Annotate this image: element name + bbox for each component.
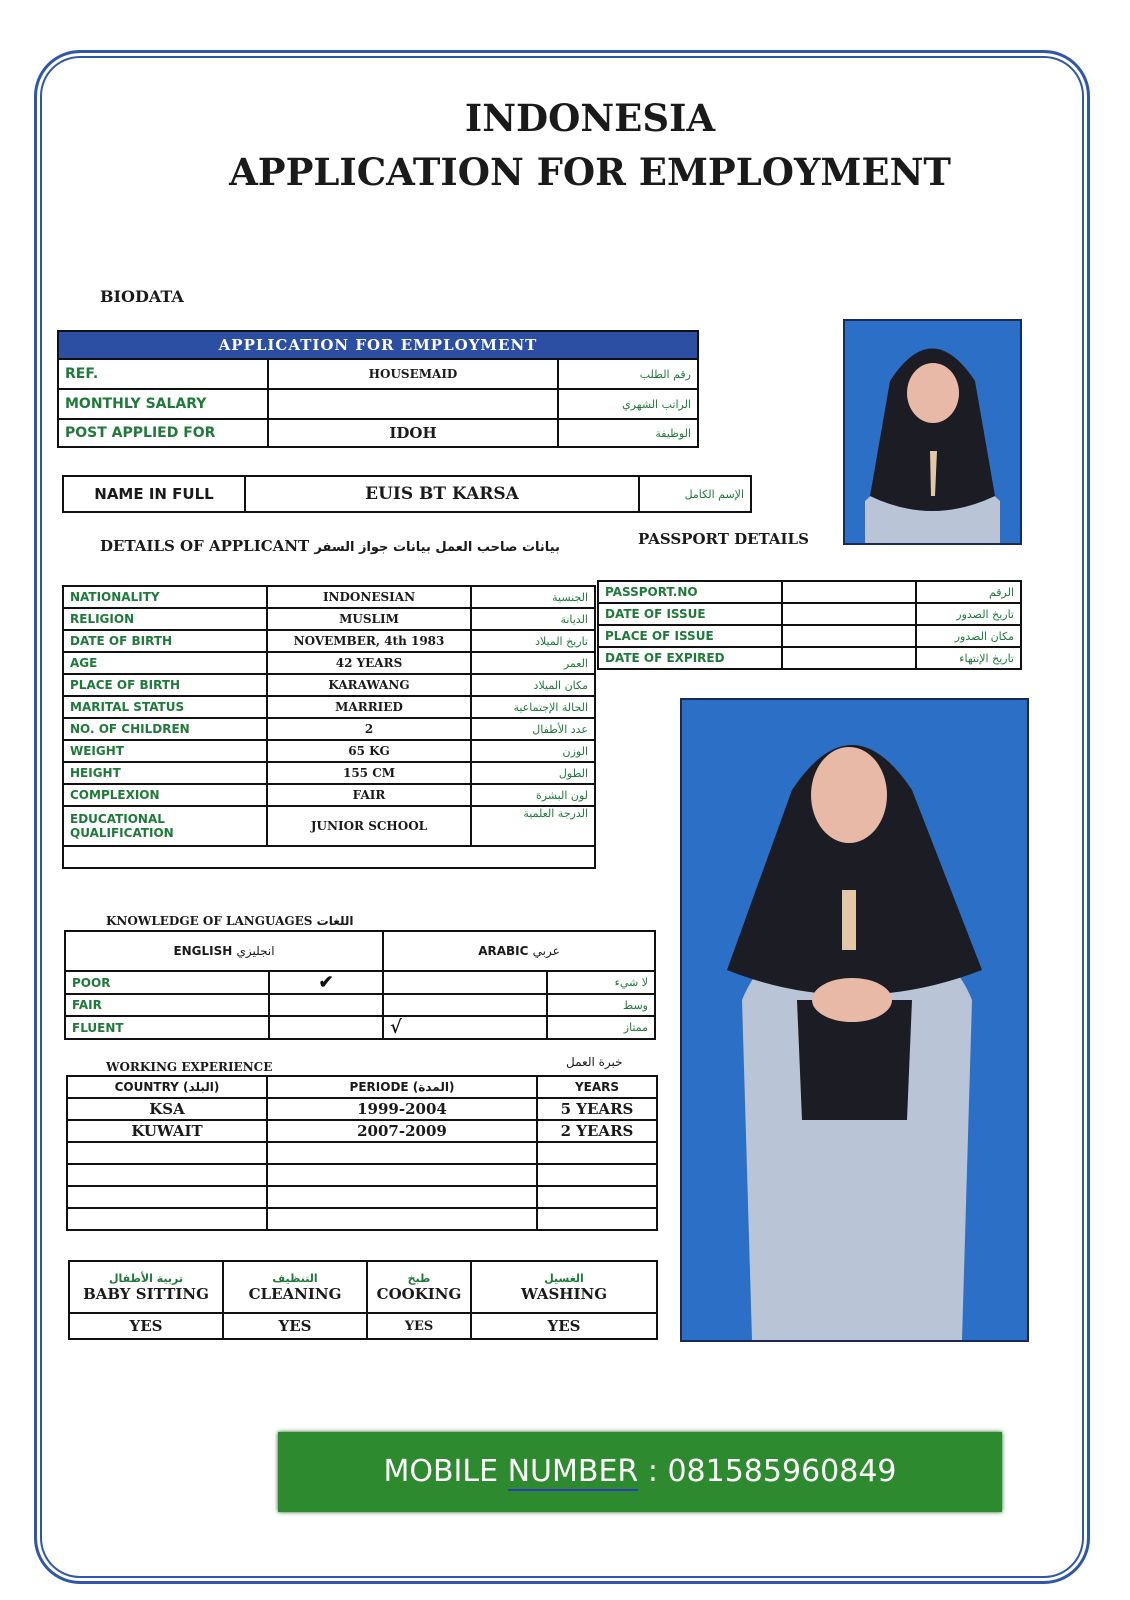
experience-table	[66, 1075, 658, 1231]
mobile-number-link: NUMBER	[507, 1454, 639, 1489]
tick-english-poor: ✔	[269, 971, 383, 994]
experience-label: WORKING EXPERIENCE	[106, 1060, 273, 1074]
applicant-photo-small	[843, 319, 1022, 545]
table-row: PASSPORT.NO الرقم	[598, 581, 1021, 603]
table-row: DATE OF EXPIRED تاريخ الإنتهاء	[598, 647, 1021, 669]
name-label: NAME IN FULL	[63, 476, 245, 512]
details-rows	[63, 586, 595, 868]
tick-arabic-fluent: √	[383, 1016, 547, 1039]
table-row: FLUENT √ ممتاز	[65, 1016, 655, 1039]
table-row: COUNTRY (البلد) PERIODE (المدة) YEARS	[67, 1076, 657, 1098]
applicant-photo-large	[680, 698, 1029, 1342]
table-row: DATE OF ISSUE تاريخ الصدور	[598, 603, 1021, 625]
table-row	[67, 1186, 657, 1208]
application-table	[57, 330, 699, 448]
table-row: NO. OF CHILDREN 2 عدد الأطفال	[63, 718, 595, 740]
table-row	[58, 359, 698, 389]
details-label: DETAILS OF APPLICANT بيانات صاحب العمل بيانات جواز السفر	[100, 537, 560, 555]
table-row: MARITAL STATUS MARRIED الحالة الإجتماعية	[63, 696, 595, 718]
table-row	[63, 846, 595, 868]
languages-label: KNOWLEDGE OF LANGUAGES اللغات	[106, 914, 354, 928]
lang-arabic-header: ARABIC عربي	[383, 931, 655, 971]
table-row: WEIGHT 65 KG الوزن	[63, 740, 595, 762]
title-country: INDONESIA	[464, 96, 716, 140]
title-application: APPLICATION FOR EMPLOYMENT	[229, 150, 951, 194]
name-value: EUIS BT KARSA	[245, 476, 639, 512]
table-row: DATE OF BIRTH NOVEMBER, 4th 1983 تاريخ الميلاد	[63, 630, 595, 652]
table-row	[69, 1261, 657, 1313]
table-row: KSA 1999-2004 5 YEARS	[67, 1098, 657, 1120]
table-row	[58, 419, 698, 447]
application-header: APPLICATION FOR EMPLOYMENT	[58, 331, 698, 359]
skill-baby-sitting: تربية الأطفال BABY SITTING	[69, 1261, 223, 1313]
ref-value: HOUSEMAID	[268, 359, 558, 389]
post-arabic: الوظيفة	[558, 419, 698, 447]
ref-label: REF.	[58, 359, 268, 389]
skill-cooking: طبخ COOKING	[367, 1261, 471, 1313]
table-row: RELIGION MUSLIM الديانة	[63, 608, 595, 630]
experience-label-arabic: خبرة العمل	[566, 1055, 623, 1069]
name-table	[62, 475, 752, 513]
table-row	[65, 931, 655, 971]
table-row: HEIGHT 155 CM الطول	[63, 762, 595, 784]
skill-washing: الغسيل WASHING	[471, 1261, 657, 1313]
mobile-number-banner: MOBILE NUMBER : 081585960849	[278, 1432, 1002, 1512]
table-row: AGE 42 YEARS العمر	[63, 652, 595, 674]
table-row: POOR ✔ لا شيء	[65, 971, 655, 994]
table-row: KUWAIT 2007-2009 2 YEARS	[67, 1120, 657, 1142]
name-arabic: الإسم الكامل	[639, 476, 751, 512]
biodata-label: BIODATA	[100, 287, 184, 306]
languages-table	[64, 930, 656, 1040]
lang-english-header: ENGLISH انجليزي	[65, 931, 383, 971]
passport-table	[597, 580, 1022, 670]
table-row: EDUCATIONAL QUALIFICATION JUNIOR SCHOOL الدرجة العلمية	[63, 806, 595, 846]
passport-label: PASSPORT DETAILS	[638, 530, 809, 548]
salary-label: MONTHLY SALARY	[58, 389, 268, 419]
table-row: PLACE OF ISSUE مكان الصدور	[598, 625, 1021, 647]
table-row: FAIR وسط	[65, 994, 655, 1016]
table-row: COMPLEXION FAIR لون البشرة	[63, 784, 595, 806]
details-table	[62, 585, 596, 869]
skill-cleaning: التنظيف CLEANING	[223, 1261, 367, 1313]
table-row	[67, 1164, 657, 1186]
table-row: NATIONALITY INDONESIAN الجنسية	[63, 586, 595, 608]
table-row: YES YES YES YES	[69, 1313, 657, 1339]
post-label: POST APPLIED FOR	[58, 419, 268, 447]
salary-value	[268, 389, 558, 419]
table-row: PLACE OF BIRTH KARAWANG مكان الميلاد	[63, 674, 595, 696]
post-value: IDOH	[268, 419, 558, 447]
skills-table	[68, 1260, 658, 1340]
ref-arabic: رقم الطلب	[558, 359, 698, 389]
table-row	[67, 1142, 657, 1164]
table-row	[67, 1208, 657, 1230]
table-row	[58, 389, 698, 419]
salary-arabic: الراتب الشهري	[558, 389, 698, 419]
